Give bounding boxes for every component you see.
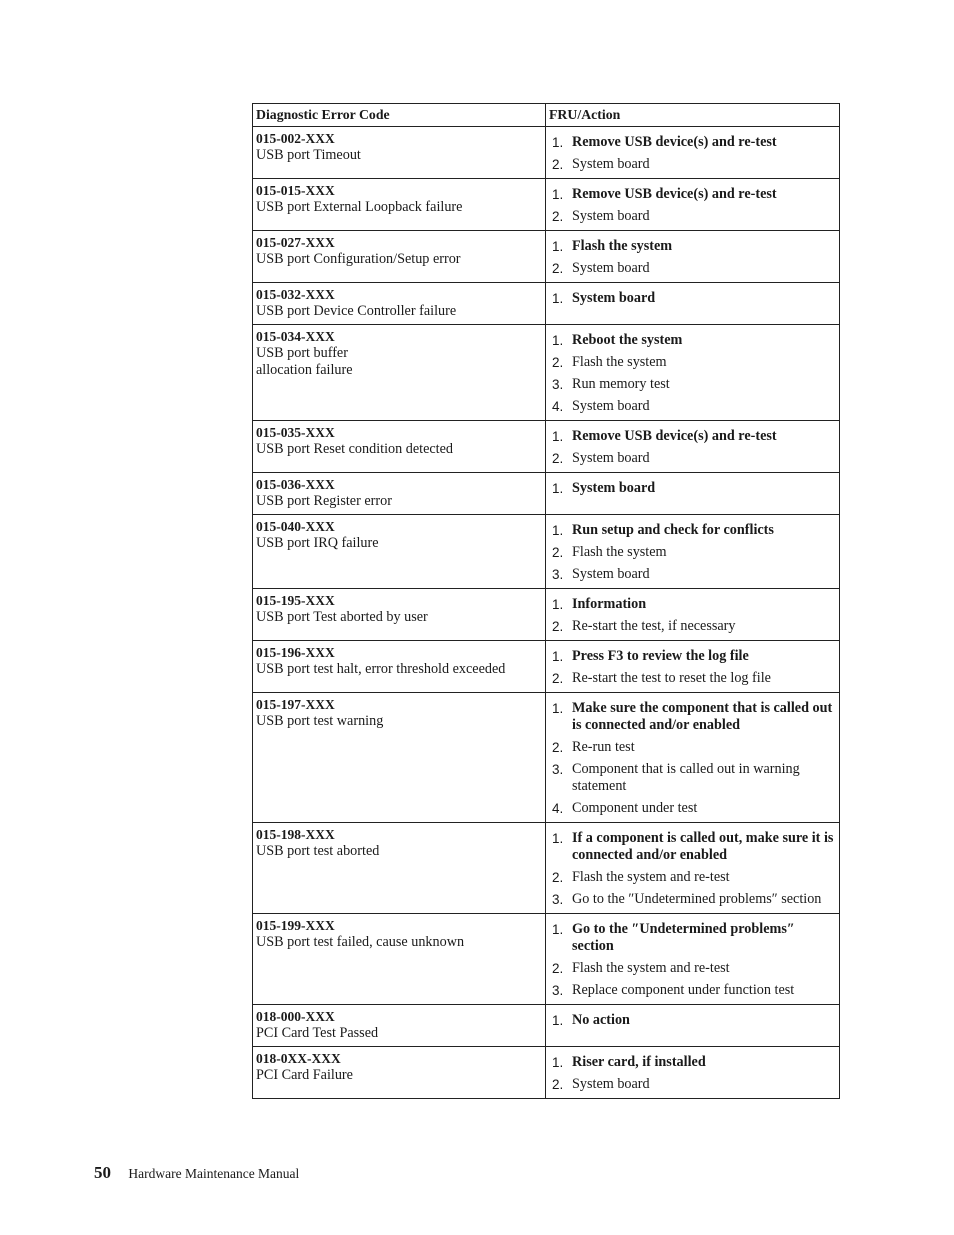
action-step xyxy=(549,869,835,886)
action-step xyxy=(549,1076,835,1093)
action-step xyxy=(549,648,835,665)
fru-action-cell xyxy=(546,1047,840,1099)
action-step xyxy=(549,700,835,734)
step-text: Re-run test xyxy=(572,739,635,755)
action-step xyxy=(549,891,835,908)
fru-action-cell xyxy=(546,1005,840,1047)
action-list xyxy=(549,593,835,636)
error-code-cell xyxy=(253,421,546,473)
error-code: 015-032-XXX xyxy=(256,287,335,302)
step-text: Flash the system xyxy=(572,238,673,254)
step-number: 2. xyxy=(552,619,564,634)
step-text: Riser card, if installed xyxy=(572,1054,706,1070)
step-text: No action xyxy=(572,1012,630,1028)
error-code: 015-040-XXX xyxy=(256,519,335,534)
action-step xyxy=(549,156,835,173)
fru-action-cell xyxy=(546,589,840,641)
manual-title: Hardware Maintenance Manual xyxy=(128,1166,300,1181)
step-text: Remove USB device(s) and re-test xyxy=(572,134,777,150)
table-row xyxy=(253,179,840,231)
step-text: Re-start the test, if necessary xyxy=(572,618,736,634)
error-description: USB port Device Controller failure xyxy=(256,303,457,319)
table-row xyxy=(253,473,840,515)
error-code: 015-195-XXX xyxy=(256,593,335,608)
table-row xyxy=(253,283,840,325)
error-description: USB port test aborted xyxy=(256,843,380,859)
error-code: 015-034-XXX xyxy=(256,329,335,344)
step-number: 1. xyxy=(552,429,564,444)
step-number: 1. xyxy=(552,597,564,612)
error-description: PCI Card Failure xyxy=(256,1067,353,1083)
error-code-cell xyxy=(253,283,546,325)
action-step xyxy=(549,670,835,687)
page-footer xyxy=(94,1163,299,1183)
table-header-row xyxy=(253,104,840,127)
step-text: Reboot the system xyxy=(572,332,683,348)
step-number: 2. xyxy=(552,157,564,172)
action-step xyxy=(549,208,835,225)
error-code: 018-0XX-XXX xyxy=(256,1051,341,1066)
fru-action-cell xyxy=(546,231,840,283)
error-code: 018-000-XXX xyxy=(256,1009,335,1024)
header-fru-action: FRU/Action xyxy=(546,104,840,127)
step-number: 2. xyxy=(552,355,564,370)
action-list xyxy=(549,131,835,174)
error-code-cell xyxy=(253,693,546,823)
error-code-cell xyxy=(253,589,546,641)
step-number: 3. xyxy=(552,892,564,907)
action-list xyxy=(549,425,835,468)
step-number: 1. xyxy=(552,1055,564,1070)
error-code-cell xyxy=(253,914,546,1005)
action-step xyxy=(549,332,835,349)
fru-action-cell xyxy=(546,914,840,1005)
error-code-cell xyxy=(253,823,546,914)
error-code: 015-015-XXX xyxy=(256,183,335,198)
error-description: USB port test failed, cause unknown xyxy=(256,934,465,950)
step-number: 2. xyxy=(552,740,564,755)
table-row xyxy=(253,1005,840,1047)
step-text: Remove USB device(s) and re-test xyxy=(572,186,777,202)
action-list xyxy=(549,477,835,498)
table-row xyxy=(253,231,840,283)
action-step xyxy=(549,186,835,203)
error-code: 015-199-XXX xyxy=(256,918,335,933)
fru-action-cell xyxy=(546,515,840,589)
step-text: System board xyxy=(572,208,650,224)
step-number: 3. xyxy=(552,567,564,582)
step-number: 2. xyxy=(552,870,564,885)
action-list xyxy=(549,287,835,308)
table-row xyxy=(253,325,840,421)
fru-action-cell xyxy=(546,473,840,515)
error-code: 015-035-XXX xyxy=(256,425,335,440)
action-step xyxy=(549,134,835,151)
fru-action-cell xyxy=(546,421,840,473)
table-row xyxy=(253,914,840,1005)
action-step xyxy=(549,398,835,415)
action-step xyxy=(549,1054,835,1071)
step-number: 1. xyxy=(552,831,564,846)
step-text: Run setup and check for conflicts xyxy=(572,522,774,538)
action-list xyxy=(549,235,835,278)
step-number: 2. xyxy=(552,1077,564,1092)
action-list xyxy=(549,827,835,909)
error-code: 015-002-XXX xyxy=(256,131,335,146)
step-text: System board xyxy=(572,398,650,414)
step-text: System board xyxy=(572,1076,650,1092)
step-number: 1. xyxy=(552,701,564,716)
step-text: Component under test xyxy=(572,800,698,816)
error-description: USB port Reset condition detected xyxy=(256,441,454,457)
action-step xyxy=(549,921,835,955)
action-step xyxy=(549,480,835,497)
action-step xyxy=(549,618,835,635)
fru-action-cell xyxy=(546,179,840,231)
error-description: PCI Card Test Passed xyxy=(256,1025,379,1041)
step-number: 1. xyxy=(552,239,564,254)
error-description: USB port test halt, error threshold exceeded xyxy=(256,661,506,677)
action-list xyxy=(549,645,835,688)
step-number: 4. xyxy=(552,801,564,816)
header-diagnostic-error-code: Diagnostic Error Code xyxy=(253,104,546,127)
error-code-cell xyxy=(253,1047,546,1099)
fru-action-cell xyxy=(546,283,840,325)
step-number: 2. xyxy=(552,451,564,466)
action-step xyxy=(549,238,835,255)
step-text: System board xyxy=(572,450,650,466)
step-text: Flash the system xyxy=(572,544,667,560)
action-step xyxy=(549,428,835,445)
action-step xyxy=(549,354,835,371)
error-code-cell xyxy=(253,515,546,589)
action-step xyxy=(549,800,835,817)
action-step xyxy=(549,544,835,561)
step-text: If a component is called out, make sure it is connected and/or enabled xyxy=(572,830,834,863)
step-text: Press F3 to review the log file xyxy=(572,648,749,664)
error-code-cell xyxy=(253,325,546,421)
step-text: Flash the system xyxy=(572,354,667,370)
action-list xyxy=(549,183,835,226)
step-number: 1. xyxy=(552,187,564,202)
action-step xyxy=(549,596,835,613)
step-number: 1. xyxy=(552,291,564,306)
table-row xyxy=(253,823,840,914)
step-number: 3. xyxy=(552,983,564,998)
action-list xyxy=(549,918,835,1000)
step-number: 1. xyxy=(552,523,564,538)
step-text: Flash the system and re-test xyxy=(572,869,730,885)
step-text: Go to the ″Undetermined problems″ section xyxy=(572,891,822,907)
action-step xyxy=(549,290,835,307)
table-row xyxy=(253,515,840,589)
step-number: 2. xyxy=(552,261,564,276)
action-step xyxy=(549,761,835,795)
step-text: System board xyxy=(572,566,650,582)
error-code-cell xyxy=(253,473,546,515)
page-number: 50 xyxy=(94,1163,111,1182)
action-list xyxy=(549,1009,835,1030)
error-code: 015-197-XXX xyxy=(256,697,335,712)
fru-action-cell xyxy=(546,823,840,914)
step-number: 1. xyxy=(552,649,564,664)
error-description: USB port Timeout xyxy=(256,147,361,163)
action-step xyxy=(549,450,835,467)
fru-action-cell xyxy=(546,693,840,823)
fru-action-cell xyxy=(546,127,840,179)
error-description: USB port Test aborted by user xyxy=(256,609,428,625)
step-text: System board xyxy=(572,260,650,276)
table-row xyxy=(253,421,840,473)
error-description: USB port test warning xyxy=(256,713,384,729)
action-list xyxy=(549,697,835,818)
step-text: Component that is called out in warning statement xyxy=(572,761,800,794)
table-row xyxy=(253,127,840,179)
step-number: 2. xyxy=(552,671,564,686)
step-number: 3. xyxy=(552,762,564,777)
step-number: 1. xyxy=(552,481,564,496)
step-number: 2. xyxy=(552,961,564,976)
error-description: USB port buffer allocation failure xyxy=(256,345,353,378)
step-text: System board xyxy=(572,480,656,496)
fru-action-cell xyxy=(546,641,840,693)
step-number: 2. xyxy=(552,209,564,224)
action-list xyxy=(549,329,835,416)
error-description: USB port Register error xyxy=(256,493,392,509)
step-text: Replace component under function test xyxy=(572,982,795,998)
error-code: 015-198-XXX xyxy=(256,827,335,842)
error-code-cell xyxy=(253,231,546,283)
step-number: 1. xyxy=(552,135,564,150)
step-number: 1. xyxy=(552,333,564,348)
step-number: 2. xyxy=(552,545,564,560)
error-description: USB port IRQ failure xyxy=(256,535,379,551)
action-step xyxy=(549,566,835,583)
action-list xyxy=(549,1051,835,1094)
step-text: Run memory test xyxy=(572,376,670,392)
step-text: Flash the system and re-test xyxy=(572,960,730,976)
table-body xyxy=(253,127,840,1099)
step-text: System board xyxy=(572,290,656,306)
step-number: 1. xyxy=(552,922,564,937)
fru-action-cell xyxy=(546,325,840,421)
step-text: Remove USB device(s) and re-test xyxy=(572,428,777,444)
error-code-cell xyxy=(253,1005,546,1047)
error-description: USB port Configuration/Setup error xyxy=(256,251,461,267)
step-text: Make sure the component that is called out is connected and/or enabled xyxy=(572,700,833,733)
action-step xyxy=(549,960,835,977)
action-step xyxy=(549,260,835,277)
table-row xyxy=(253,589,840,641)
diagnostic-error-table xyxy=(252,103,840,1099)
step-text: System board xyxy=(572,156,650,172)
error-description: USB port External Loopback failure xyxy=(256,199,463,215)
error-code-cell xyxy=(253,127,546,179)
error-code: 015-036-XXX xyxy=(256,477,335,492)
action-step xyxy=(549,830,835,864)
error-code-cell xyxy=(253,641,546,693)
error-code-cell xyxy=(253,179,546,231)
action-list xyxy=(549,519,835,584)
table-row xyxy=(253,693,840,823)
action-step xyxy=(549,522,835,539)
error-code: 015-196-XXX xyxy=(256,645,335,660)
action-step xyxy=(549,1012,835,1029)
action-step xyxy=(549,739,835,756)
table-row xyxy=(253,1047,840,1099)
table-row xyxy=(253,641,840,693)
step-number: 4. xyxy=(552,399,564,414)
action-step xyxy=(549,376,835,393)
error-code: 015-027-XXX xyxy=(256,235,335,250)
step-text: Information xyxy=(572,596,647,612)
step-number: 1. xyxy=(552,1013,564,1028)
step-text: Go to the ″Undetermined problems″ section xyxy=(572,921,795,954)
step-text: Re-start the test to reset the log file xyxy=(572,670,771,686)
action-step xyxy=(549,982,835,999)
step-number: 3. xyxy=(552,377,564,392)
